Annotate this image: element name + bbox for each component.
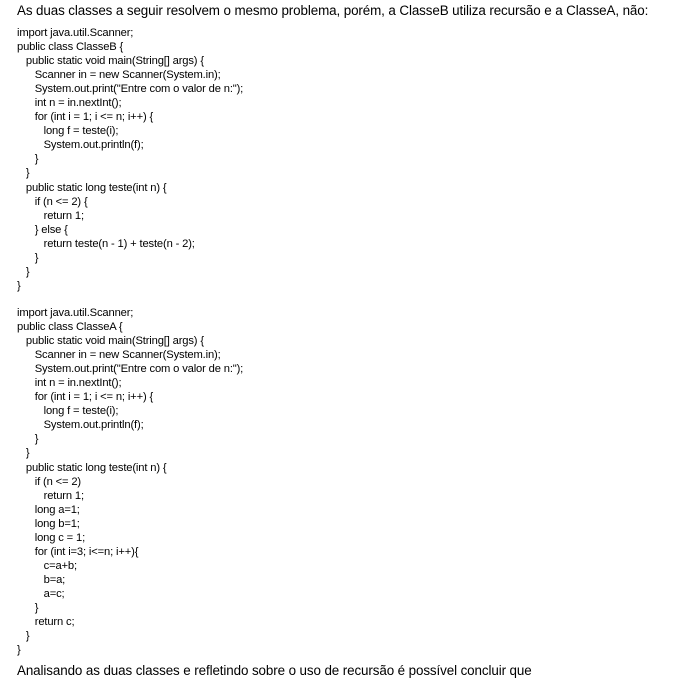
code-line: } xyxy=(17,251,39,264)
code-line: long c = 1; xyxy=(17,531,86,544)
code-line: if (n <= 2) { xyxy=(17,195,88,208)
code-line: long b=1; xyxy=(17,517,80,530)
code-line: a=c; xyxy=(17,587,65,600)
code-line: } xyxy=(17,279,21,292)
code-line: import java.util.Scanner; xyxy=(17,27,134,39)
code-block-classe-a xyxy=(17,306,243,657)
code-line: if (n <= 2) xyxy=(17,475,81,488)
question-intro-text: As duas classes a seguir resolvem o mesmo problema, porém, a ClasseB utiliza recursão e a ClasseA, não: xyxy=(17,3,649,18)
code-line: System.out.println(f); xyxy=(17,139,144,152)
code-line: int n = in.nextInt(); xyxy=(17,97,122,110)
code-line: } xyxy=(17,265,30,278)
code-line: } xyxy=(17,601,39,614)
code-line: Scanner in = new Scanner(System.in); xyxy=(17,349,221,362)
code-line: public class ClasseA { xyxy=(17,321,123,334)
code-line: public static void main(String[] args) { xyxy=(17,55,204,68)
code-line: long f = teste(i); xyxy=(17,125,119,138)
code-line: for (int i=3; i<=n; i++){ xyxy=(17,545,139,558)
code-line: long a=1; xyxy=(17,503,80,516)
code-line: System.out.print("Entre com o valor de n:"); xyxy=(17,83,244,96)
code-line: } xyxy=(17,630,30,643)
code-line: long f = teste(i); xyxy=(17,405,119,418)
code-line: } xyxy=(17,167,30,180)
code-line: } xyxy=(17,433,39,446)
code-line: public class ClasseB { xyxy=(17,41,124,54)
code-line: public static long teste(int n) { xyxy=(17,461,167,474)
code-line: return 1; xyxy=(17,489,84,502)
code-line: b=a; xyxy=(17,573,66,586)
code-line: return c; xyxy=(17,616,75,629)
code-line: } else { xyxy=(17,223,68,236)
question-prompt-text: Analisando as duas classes e refletindo sobre o uso de recursão é possível concluir que xyxy=(17,663,532,678)
code-line: return 1; xyxy=(17,209,84,222)
code-line: c=a+b; xyxy=(17,559,77,572)
code-line: Scanner in = new Scanner(System.in); xyxy=(17,69,221,82)
code-line: return teste(n - 1) + teste(n - 2); xyxy=(17,237,195,250)
code-line: public static void main(String[] args) { xyxy=(17,335,204,348)
code-line: for (int i = 1; i <= n; i++) { xyxy=(17,391,154,404)
code-line: System.out.print("Entre com o valor de n:"); xyxy=(17,363,244,376)
code-block-classe-b xyxy=(17,26,243,293)
code-line: for (int i = 1; i <= n; i++) { xyxy=(17,111,154,124)
code-line: } xyxy=(17,447,30,460)
code-line: } xyxy=(17,153,39,166)
code-line: public static long teste(int n) { xyxy=(17,181,167,194)
code-line: import java.util.Scanner; xyxy=(17,307,134,319)
code-line: } xyxy=(17,644,21,657)
code-line: int n = in.nextInt(); xyxy=(17,377,122,390)
code-line: System.out.println(f); xyxy=(17,419,144,432)
